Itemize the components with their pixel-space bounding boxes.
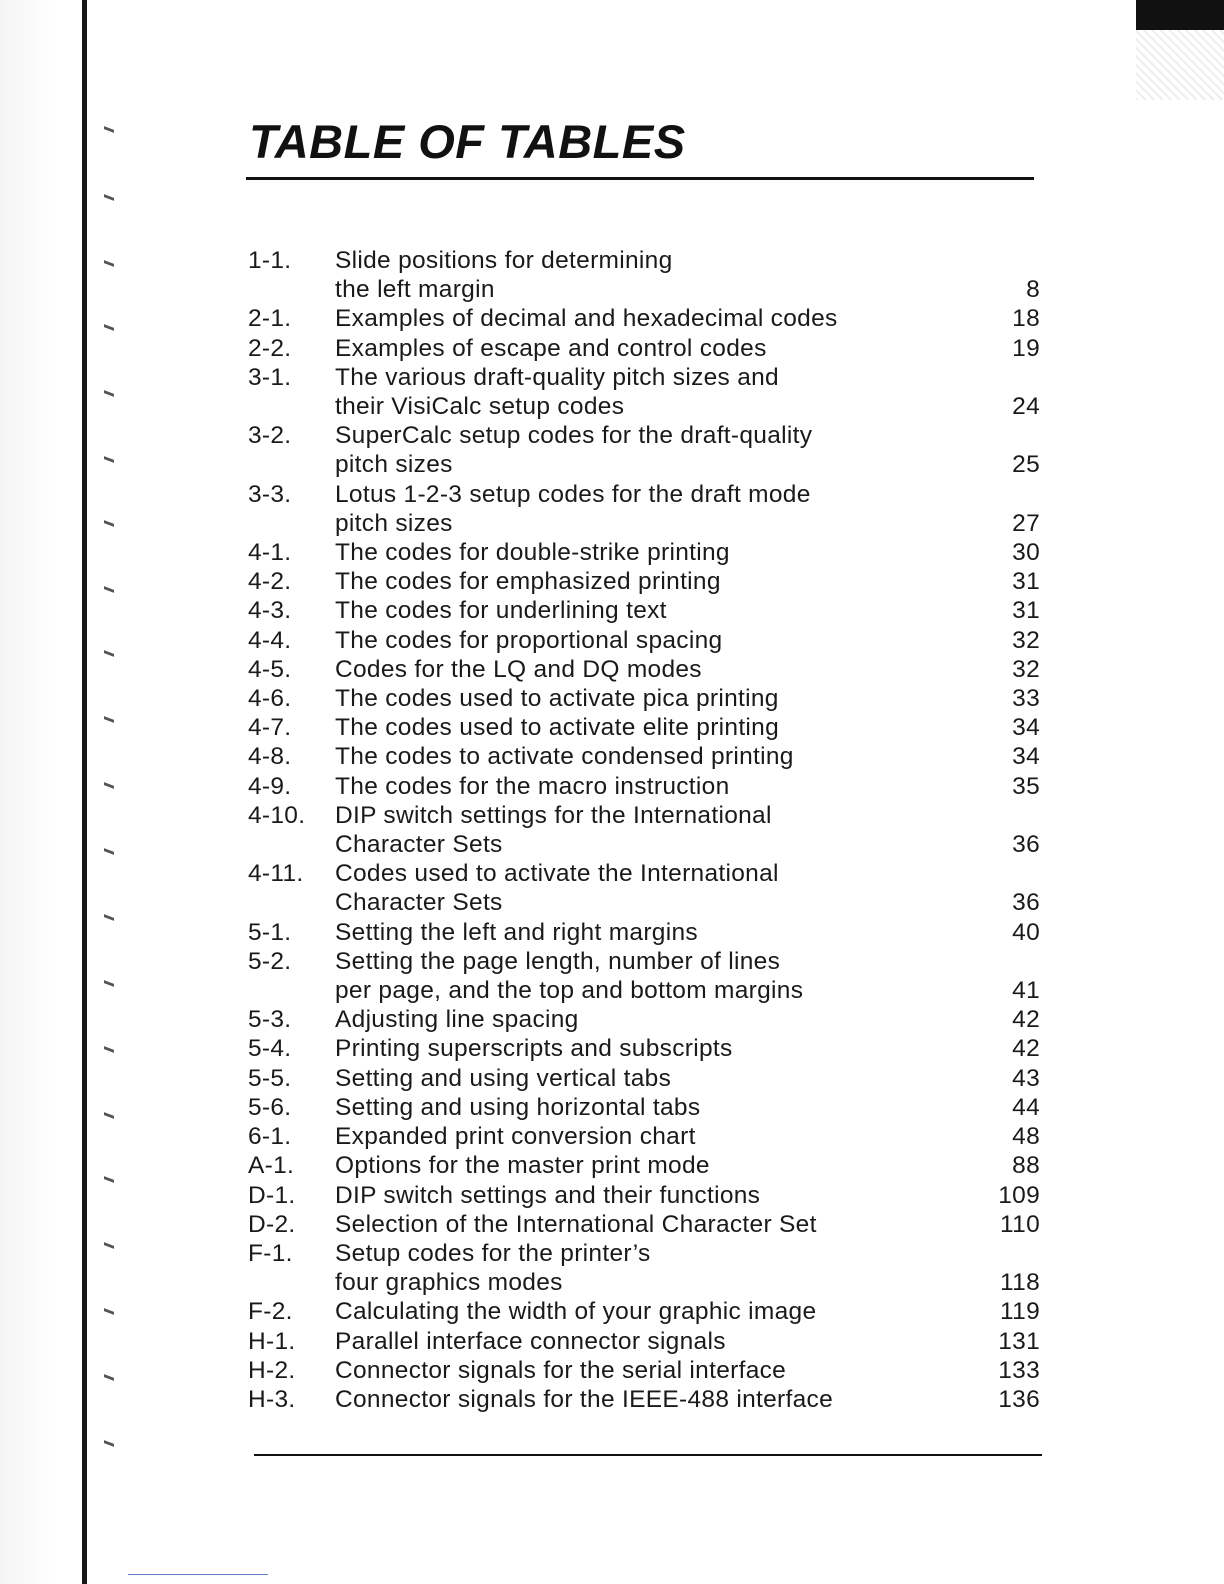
toc-entry	[248, 1356, 1040, 1385]
toc-entry-page: 88	[1012, 1152, 1040, 1180]
toc-entry-number: 4-2.	[248, 568, 292, 596]
toc-entry-number: 3-2.	[248, 422, 292, 450]
toc-entry-page: 119	[1000, 1298, 1040, 1326]
toc-entry-page: 33	[1012, 685, 1040, 713]
toc-entry-number: D-1.	[248, 1181, 296, 1209]
toc-entry-page: 35	[1012, 772, 1040, 800]
toc-entry	[248, 567, 1040, 596]
binding-tick	[104, 848, 114, 855]
toc-entry-number: D-2.	[248, 1210, 296, 1238]
toc-entry	[248, 859, 1040, 917]
toc-entry	[248, 480, 1040, 538]
toc-entry-title-line: Examples of decimal and hexadecimal codes	[335, 305, 838, 333]
binding-tick	[104, 194, 114, 201]
binding-tick	[104, 1176, 114, 1183]
toc-entry-number: 4-10.	[248, 801, 306, 829]
toc-entry-title-line: pitch sizes	[335, 451, 453, 479]
toc-entry-title-line: Selection of the International Character Set	[335, 1210, 817, 1238]
toc-entry-number: 5-2.	[248, 947, 292, 975]
toc-entry-page: 34	[1012, 743, 1040, 771]
toc-entry-title	[335, 772, 970, 801]
toc-entry-number: 4-9.	[248, 772, 292, 800]
toc-entry-title-line: Adjusting line spacing	[335, 1006, 579, 1034]
toc-entry-title-line: Setting the page length, number of lines	[335, 947, 781, 975]
toc-entry-title	[335, 684, 970, 713]
toc-entry-title-line: Setup codes for the printer’s	[335, 1239, 651, 1267]
toc-entry-title-line: Setting the left and right margins	[335, 918, 698, 946]
toc-entry-title	[335, 1151, 970, 1180]
toc-entry-title-line: Slide positions for determining	[335, 247, 673, 274]
toc-entry-page: 32	[1012, 655, 1040, 683]
toc-entry-title	[335, 1210, 970, 1239]
scan-binding-edge	[82, 0, 87, 1584]
toc-entry-title-line: The codes for proportional spacing	[335, 626, 723, 654]
toc-entry	[248, 363, 1040, 421]
toc-entry-title	[335, 713, 970, 742]
toc-entry-title-line: Setting and using horizontal tabs	[335, 1093, 701, 1121]
toc-entry-number: 1-1.	[248, 247, 292, 274]
toc-entry-title-line: Codes used to activate the International	[335, 860, 779, 888]
toc-entry-page: 36	[1012, 889, 1040, 917]
toc-entry-page: 36	[1012, 831, 1040, 859]
toc-entry-number: 4-7.	[248, 714, 292, 742]
toc-entry-title	[335, 363, 970, 421]
toc-entry	[248, 772, 1040, 801]
binding-tick	[104, 980, 114, 987]
toc-entry-title	[335, 246, 970, 304]
toc-entry-page: 25	[1012, 451, 1040, 479]
toc-entry-number: 4-5.	[248, 655, 292, 683]
toc-entry-title-line: The codes for the macro instruction	[335, 772, 730, 800]
toc-entry-title-line: Codes for the LQ and DQ modes	[335, 655, 702, 683]
table-of-tables-list	[248, 246, 1040, 1414]
toc-entry-page: 34	[1012, 714, 1040, 742]
toc-entry-number: 3-1.	[248, 363, 292, 391]
binding-tick	[104, 782, 114, 789]
toc-entry-number: F-1.	[248, 1239, 293, 1267]
toc-entry-title-line: Character Sets	[335, 831, 503, 859]
toc-entry	[248, 538, 1040, 567]
binding-tick	[104, 390, 114, 397]
toc-entry-page: 30	[1012, 539, 1040, 567]
toc-entry-title-line: The codes to activate condensed printing	[335, 743, 794, 771]
toc-entry-title-line: The codes used to activate elite printing	[335, 714, 780, 742]
toc-entry	[248, 1005, 1040, 1034]
toc-entry-title-line: Lotus 1-2-3 setup codes for the draft mode	[335, 480, 811, 508]
footer-rule	[254, 1454, 1042, 1456]
toc-entry-page: 32	[1012, 626, 1040, 654]
toc-entry-page: 31	[1012, 597, 1040, 625]
toc-entry-title-line: the left margin	[335, 276, 495, 304]
toc-entry-title	[335, 1093, 970, 1122]
toc-entry	[248, 334, 1040, 363]
binding-tick	[104, 1112, 114, 1119]
toc-entry-page: 131	[998, 1327, 1040, 1355]
toc-entry-title	[335, 1005, 970, 1034]
toc-entry-title	[335, 1356, 970, 1385]
toc-entry-title-line: The various draft-quality pitch sizes and	[335, 363, 779, 391]
toc-entry	[248, 596, 1040, 625]
binding-tick	[104, 520, 114, 527]
toc-entry-page: 42	[1012, 1035, 1040, 1063]
toc-entry-title-line: Connector signals for the IEEE-488 interface	[335, 1385, 834, 1413]
toc-entry	[248, 1297, 1040, 1326]
toc-entry-number: A-1.	[248, 1152, 295, 1180]
binding-tick	[104, 456, 114, 463]
toc-entry-number: 2-1.	[248, 305, 292, 333]
toc-entry-title	[335, 596, 970, 625]
title-rule	[246, 177, 1034, 180]
toc-entry-title-line: Expanded print conversion chart	[335, 1123, 696, 1151]
toc-entry-title-line: DIP switch settings and their functions	[335, 1181, 761, 1209]
toc-entry	[248, 801, 1040, 859]
toc-entry-number: 2-2.	[248, 334, 292, 362]
toc-entry-title	[335, 1122, 970, 1151]
toc-entry-title	[335, 334, 970, 363]
toc-entry-page: 8	[1026, 276, 1040, 304]
toc-entry-title	[335, 859, 970, 917]
toc-entry-title-line: The codes for emphasized printing	[335, 568, 721, 596]
toc-entry-number: 5-5.	[248, 1064, 292, 1092]
toc-entry	[248, 1093, 1040, 1122]
toc-entry-page: 44	[1012, 1093, 1040, 1121]
toc-entry	[248, 1385, 1040, 1414]
toc-entry-number: 4-6.	[248, 685, 292, 713]
toc-entry	[248, 1181, 1040, 1210]
binding-tick	[104, 260, 114, 267]
toc-entry-title	[335, 304, 970, 333]
toc-entry-title-line: four graphics modes	[335, 1269, 563, 1297]
toc-entry	[248, 1210, 1040, 1239]
toc-entry	[248, 626, 1040, 655]
toc-entry	[248, 947, 1040, 1005]
toc-entry-title-line: Examples of escape and control codes	[335, 334, 767, 362]
binding-tick	[104, 716, 114, 723]
toc-entry-page: 48	[1012, 1123, 1040, 1151]
toc-entry-title	[335, 567, 970, 596]
toc-entry-title	[335, 421, 970, 479]
toc-entry-number: 4-4.	[248, 626, 292, 654]
toc-entry-page: 43	[1012, 1064, 1040, 1092]
binding-tick	[104, 126, 114, 133]
toc-entry-number: 6-1.	[248, 1123, 292, 1151]
toc-entry-title-line: Connector signals for the serial interface	[335, 1356, 787, 1384]
toc-entry-page: 109	[998, 1181, 1040, 1209]
binding-tick	[104, 1046, 114, 1053]
binding-tick	[104, 650, 114, 657]
toc-entry-page: 19	[1012, 334, 1040, 362]
toc-entry-title	[335, 947, 970, 1005]
toc-entry-number: H-2.	[248, 1356, 296, 1384]
page-title: TABLE OF TABLES	[249, 115, 686, 168]
toc-entry-page: 18	[1012, 305, 1040, 333]
toc-entry-number: 5-4.	[248, 1035, 292, 1063]
toc-entry-title	[335, 1034, 970, 1063]
scan-corner-mark	[1136, 0, 1224, 30]
toc-entry-title-line: Parallel interface connector signals	[335, 1327, 726, 1355]
toc-entry-title	[335, 1239, 970, 1297]
toc-entry-page: 41	[1012, 977, 1040, 1005]
toc-entry-title-line: Printing superscripts and subscripts	[335, 1035, 733, 1063]
toc-entry	[248, 655, 1040, 684]
toc-entry-title-line: The codes used to activate pica printing	[335, 685, 779, 713]
toc-entry-title-line: The codes for underlining text	[335, 597, 667, 625]
toc-entry-page: 27	[1012, 509, 1040, 537]
toc-entry	[248, 1151, 1040, 1180]
binding-tick	[104, 586, 114, 593]
toc-entry-title	[335, 655, 970, 684]
toc-entry-number: H-1.	[248, 1327, 296, 1355]
toc-entry-title	[335, 1064, 970, 1093]
toc-entry-title	[335, 480, 970, 538]
toc-entry	[248, 742, 1040, 771]
toc-entry-title-line: Calculating the width of your graphic image	[335, 1298, 817, 1326]
toc-entry	[248, 918, 1040, 947]
toc-entry	[248, 304, 1040, 333]
toc-entry-number: F-2.	[248, 1298, 293, 1326]
toc-entry-title	[335, 1385, 970, 1414]
toc-entry-page: 110	[1000, 1210, 1040, 1238]
toc-entry-number: 4-8.	[248, 743, 292, 771]
toc-entry-title	[335, 801, 970, 859]
toc-entry-page: 118	[1000, 1269, 1040, 1297]
toc-entry-number: 4-11.	[248, 860, 304, 888]
toc-entry	[248, 1239, 1040, 1297]
binding-tick	[104, 1440, 114, 1447]
toc-entry	[248, 421, 1040, 479]
toc-entry-page: 24	[1012, 393, 1040, 421]
binding-tick	[104, 914, 114, 921]
toc-entry-title-line: pitch sizes	[335, 509, 453, 537]
toc-entry-title	[335, 626, 970, 655]
toc-entry-number: 5-6.	[248, 1093, 292, 1121]
binding-tick	[104, 1242, 114, 1249]
toc-entry-number: 5-3.	[248, 1006, 292, 1034]
toc-entry-title	[335, 742, 970, 771]
toc-entry	[248, 684, 1040, 713]
toc-entry-title-line: DIP switch settings for the International	[335, 801, 772, 829]
scan-bottom-line	[128, 1574, 268, 1575]
toc-entry-title-line: SuperCalc setup codes for the draft-quality	[335, 422, 813, 450]
binding-tick	[104, 1374, 114, 1381]
toc-entry-number: 4-1.	[248, 539, 292, 567]
toc-entry-title-line: per page, and the top and bottom margins	[335, 977, 804, 1005]
toc-entry-title-line: Setting and using vertical tabs	[335, 1064, 672, 1092]
toc-entry-number: 3-3.	[248, 480, 292, 508]
scan-corner-speckle	[1136, 30, 1224, 100]
toc-entry-title	[335, 1327, 970, 1356]
scan-binding-shadow	[0, 0, 82, 1584]
toc-entry-title-line: The codes for double-strike printing	[335, 539, 730, 567]
toc-entry	[248, 1327, 1040, 1356]
toc-entry-title-line: their VisiCalc setup codes	[335, 393, 625, 421]
toc-entry-title-line: Character Sets	[335, 889, 503, 917]
toc-entry-number: 5-1.	[248, 918, 292, 946]
toc-entry-page: 40	[1012, 918, 1040, 946]
toc-entry	[248, 1122, 1040, 1151]
toc-entry	[248, 713, 1040, 742]
toc-entry-page: 31	[1012, 568, 1040, 596]
toc-entry-title	[335, 538, 970, 567]
binding-tick	[104, 324, 114, 331]
toc-entry-number: 4-3.	[248, 597, 292, 625]
toc-entry	[248, 1064, 1040, 1093]
toc-entry	[248, 246, 1040, 304]
toc-entry-title	[335, 918, 970, 947]
toc-entry-title	[335, 1297, 970, 1326]
toc-entry-page: 136	[998, 1385, 1040, 1413]
toc-entry-page: 133	[998, 1356, 1040, 1384]
toc-entry-page: 42	[1012, 1006, 1040, 1034]
toc-entry	[248, 1034, 1040, 1063]
toc-entry-title	[335, 1181, 970, 1210]
binding-tick	[104, 1308, 114, 1315]
toc-entry-title-line: Options for the master print mode	[335, 1152, 710, 1180]
toc-entry-number: H-3.	[248, 1385, 296, 1413]
